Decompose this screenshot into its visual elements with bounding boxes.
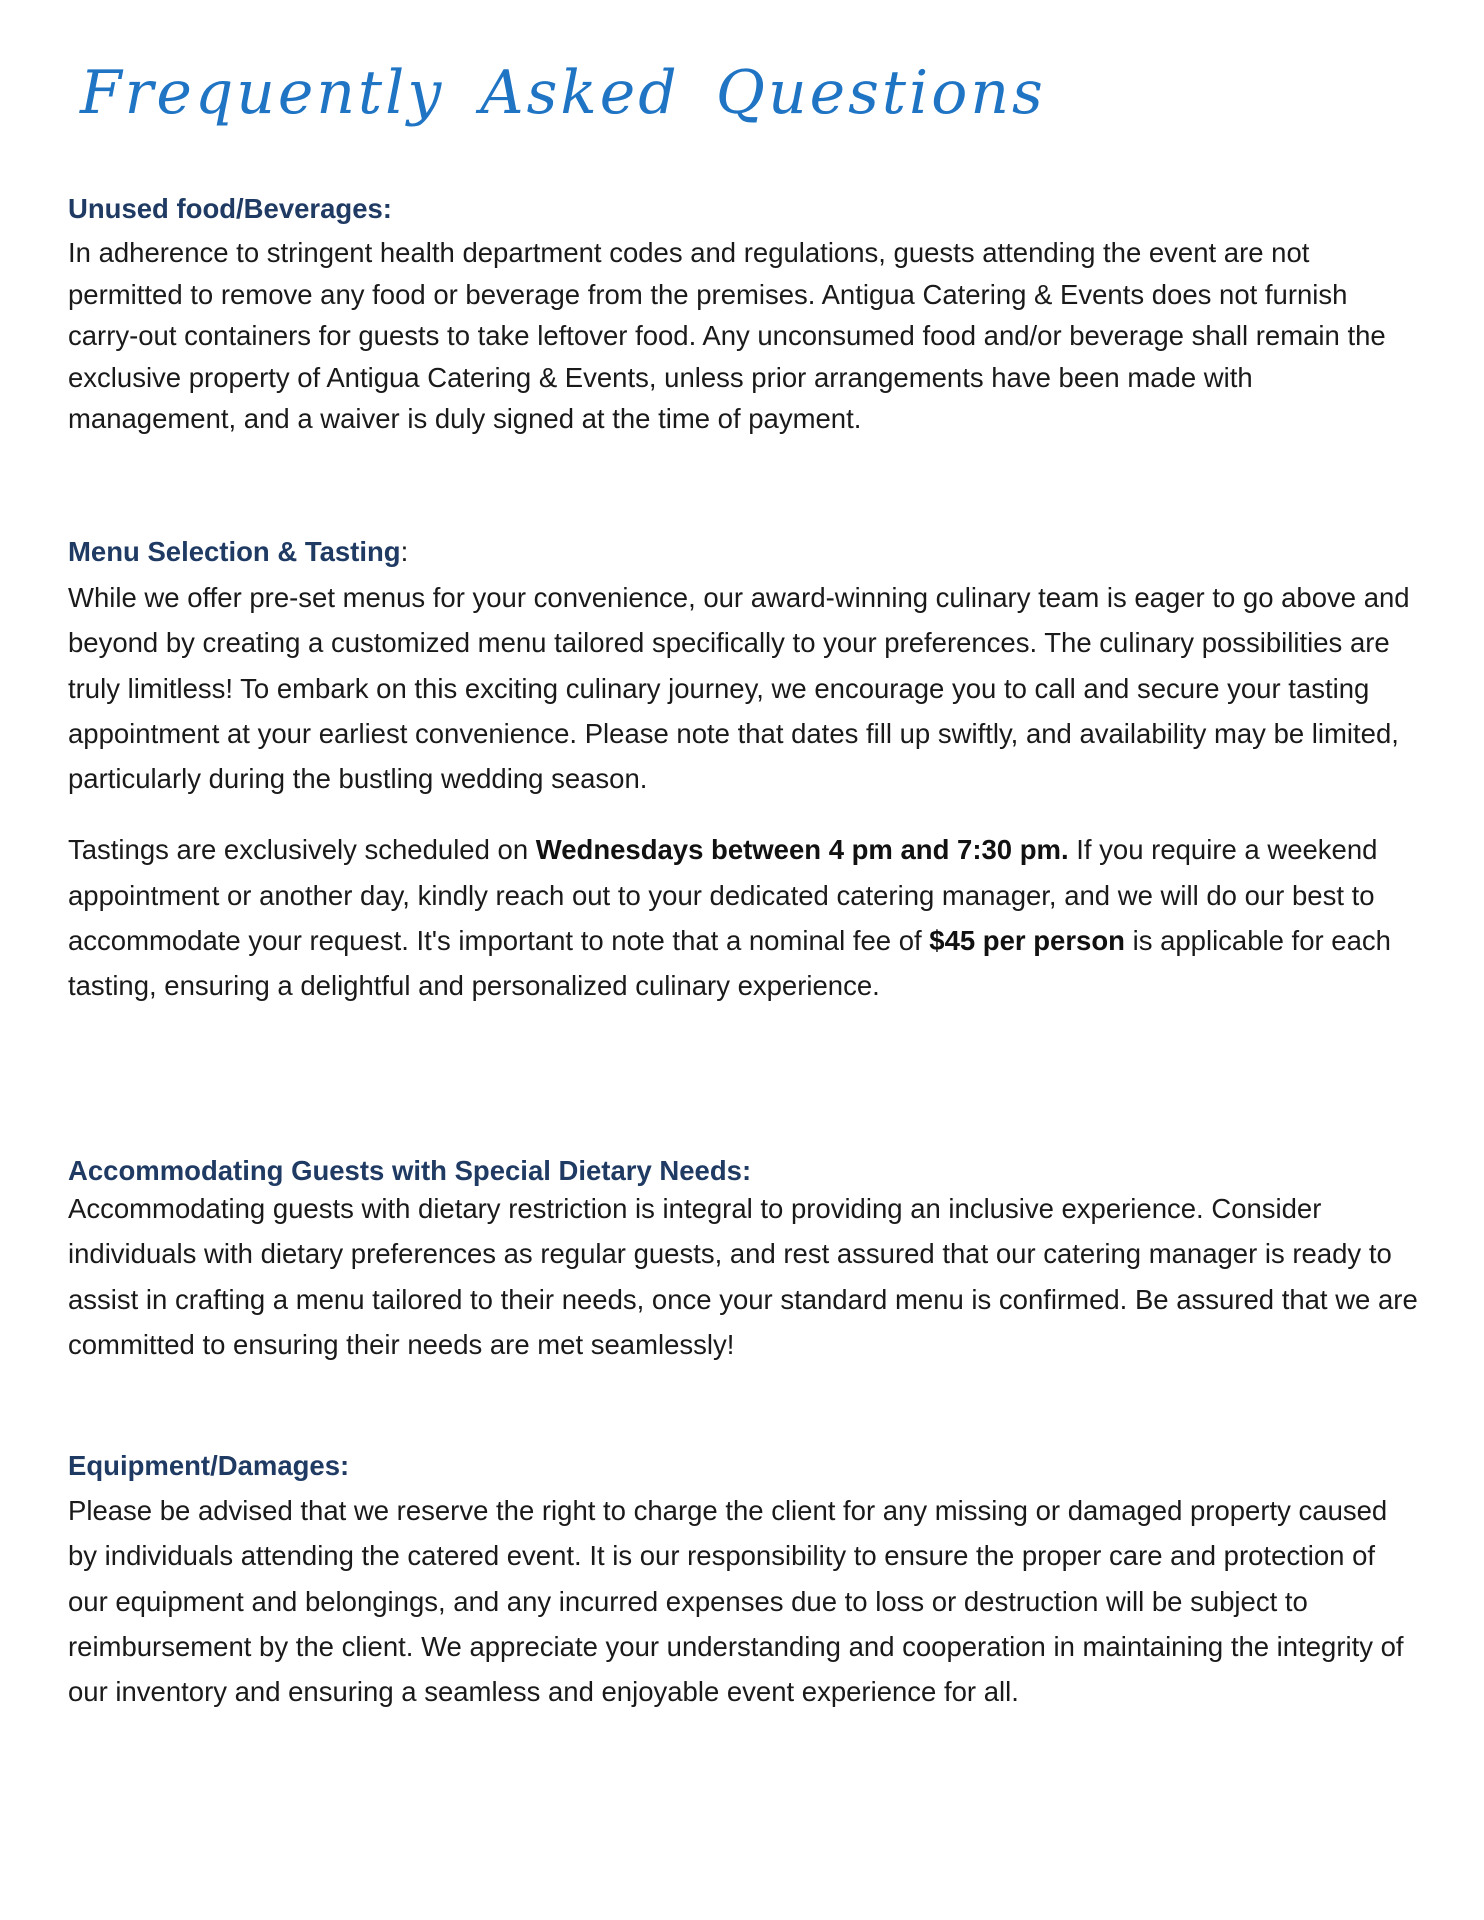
section-paragraph: Accommodating guests with dietary restriction is integral to providing an inclusive experience. Consider individuals with dietary preferences as regular guests, and rest assured that our catering manager is ready to assist in crafting a menu tailored to their needs, once your standard menu is confirmed. Be assured that we are committed to ensuring their needs are met seamlessly! — [68, 1193, 1418, 1360]
section-heading — [68, 535, 1418, 569]
tasting-middle: If you require a weekend appointment or another day, kindly reach out to your dedicated catering manager, and we will do our best to accommodate your request. It's important to note that a nominal fee of — [68, 834, 1378, 957]
section-heading: Unused food/Beverages: — [68, 193, 392, 224]
tasting-fee: $45 per person — [929, 925, 1125, 957]
tasting-paragraph — [68, 827, 1418, 1008]
section-heading: Accommodating Guests with Special Dietary Needs: — [68, 1155, 752, 1186]
section-paragraph: While we offer pre-set menus for your convenience, our award-winning culinary team is eager to go above and beyond by creating a customized menu tailored specifically to your preferences. The culinary possibilities are truly limitless! To embark on this exciting culinary journey, we encourage you to call and secure your tasting appointment at your earliest convenience. Please note that dates fill up swiftly, and availability may be limited, particularly during the bustling wedding season. — [68, 582, 1410, 795]
section-heading-suffix: : — [400, 536, 409, 567]
section-paragraph: In adherence to stringent health department codes and regulations, guests attending the event are not permitted to remove any food or beverage from the premises. Antigua Catering & Events does not furnish carry-out containers for guests to take leftover food. Any unconsumed food and/or beverage shall remain the exclusive property of Antigua Catering & Events, unless prior arrangements have been made with management, and a waiver is duly signed at the time of payment. — [68, 237, 1386, 434]
section-paragraph: Please be advised that we reserve the right to charge the client for any missing or damaged property caused by individuals attending the catered event. It is our responsibility to ensure the proper care and protection of our equipment and belongings, and any incurred expenses due to loss or destruction will be subject to reimbursement by the client. We appreciate your understanding and cooperation in maintaining the integrity of our inventory and ensuring a seamless and enjoyable event experience for all. — [68, 1495, 1404, 1708]
tasting-lead: Tastings are exclusively scheduled on — [68, 834, 536, 866]
section-unused-food — [68, 192, 1418, 440]
tasting-schedule: Wednesdays between 4 pm and 7:30 pm. — [535, 834, 1069, 866]
section-heading-text: Menu Selection & Tasting — [68, 536, 401, 567]
page-title: Frequently Asked Questions — [80, 58, 1046, 128]
section-equipment-damages — [68, 1449, 1418, 1714]
section-dietary-needs — [68, 1154, 1418, 1367]
section-heading: Equipment/Damages: — [68, 1450, 350, 1481]
section-menu-tasting — [68, 535, 1418, 1009]
tasting-tail: is applicable for each tasting, ensuring a delightful and personalized culinary experience. — [68, 925, 1391, 1002]
